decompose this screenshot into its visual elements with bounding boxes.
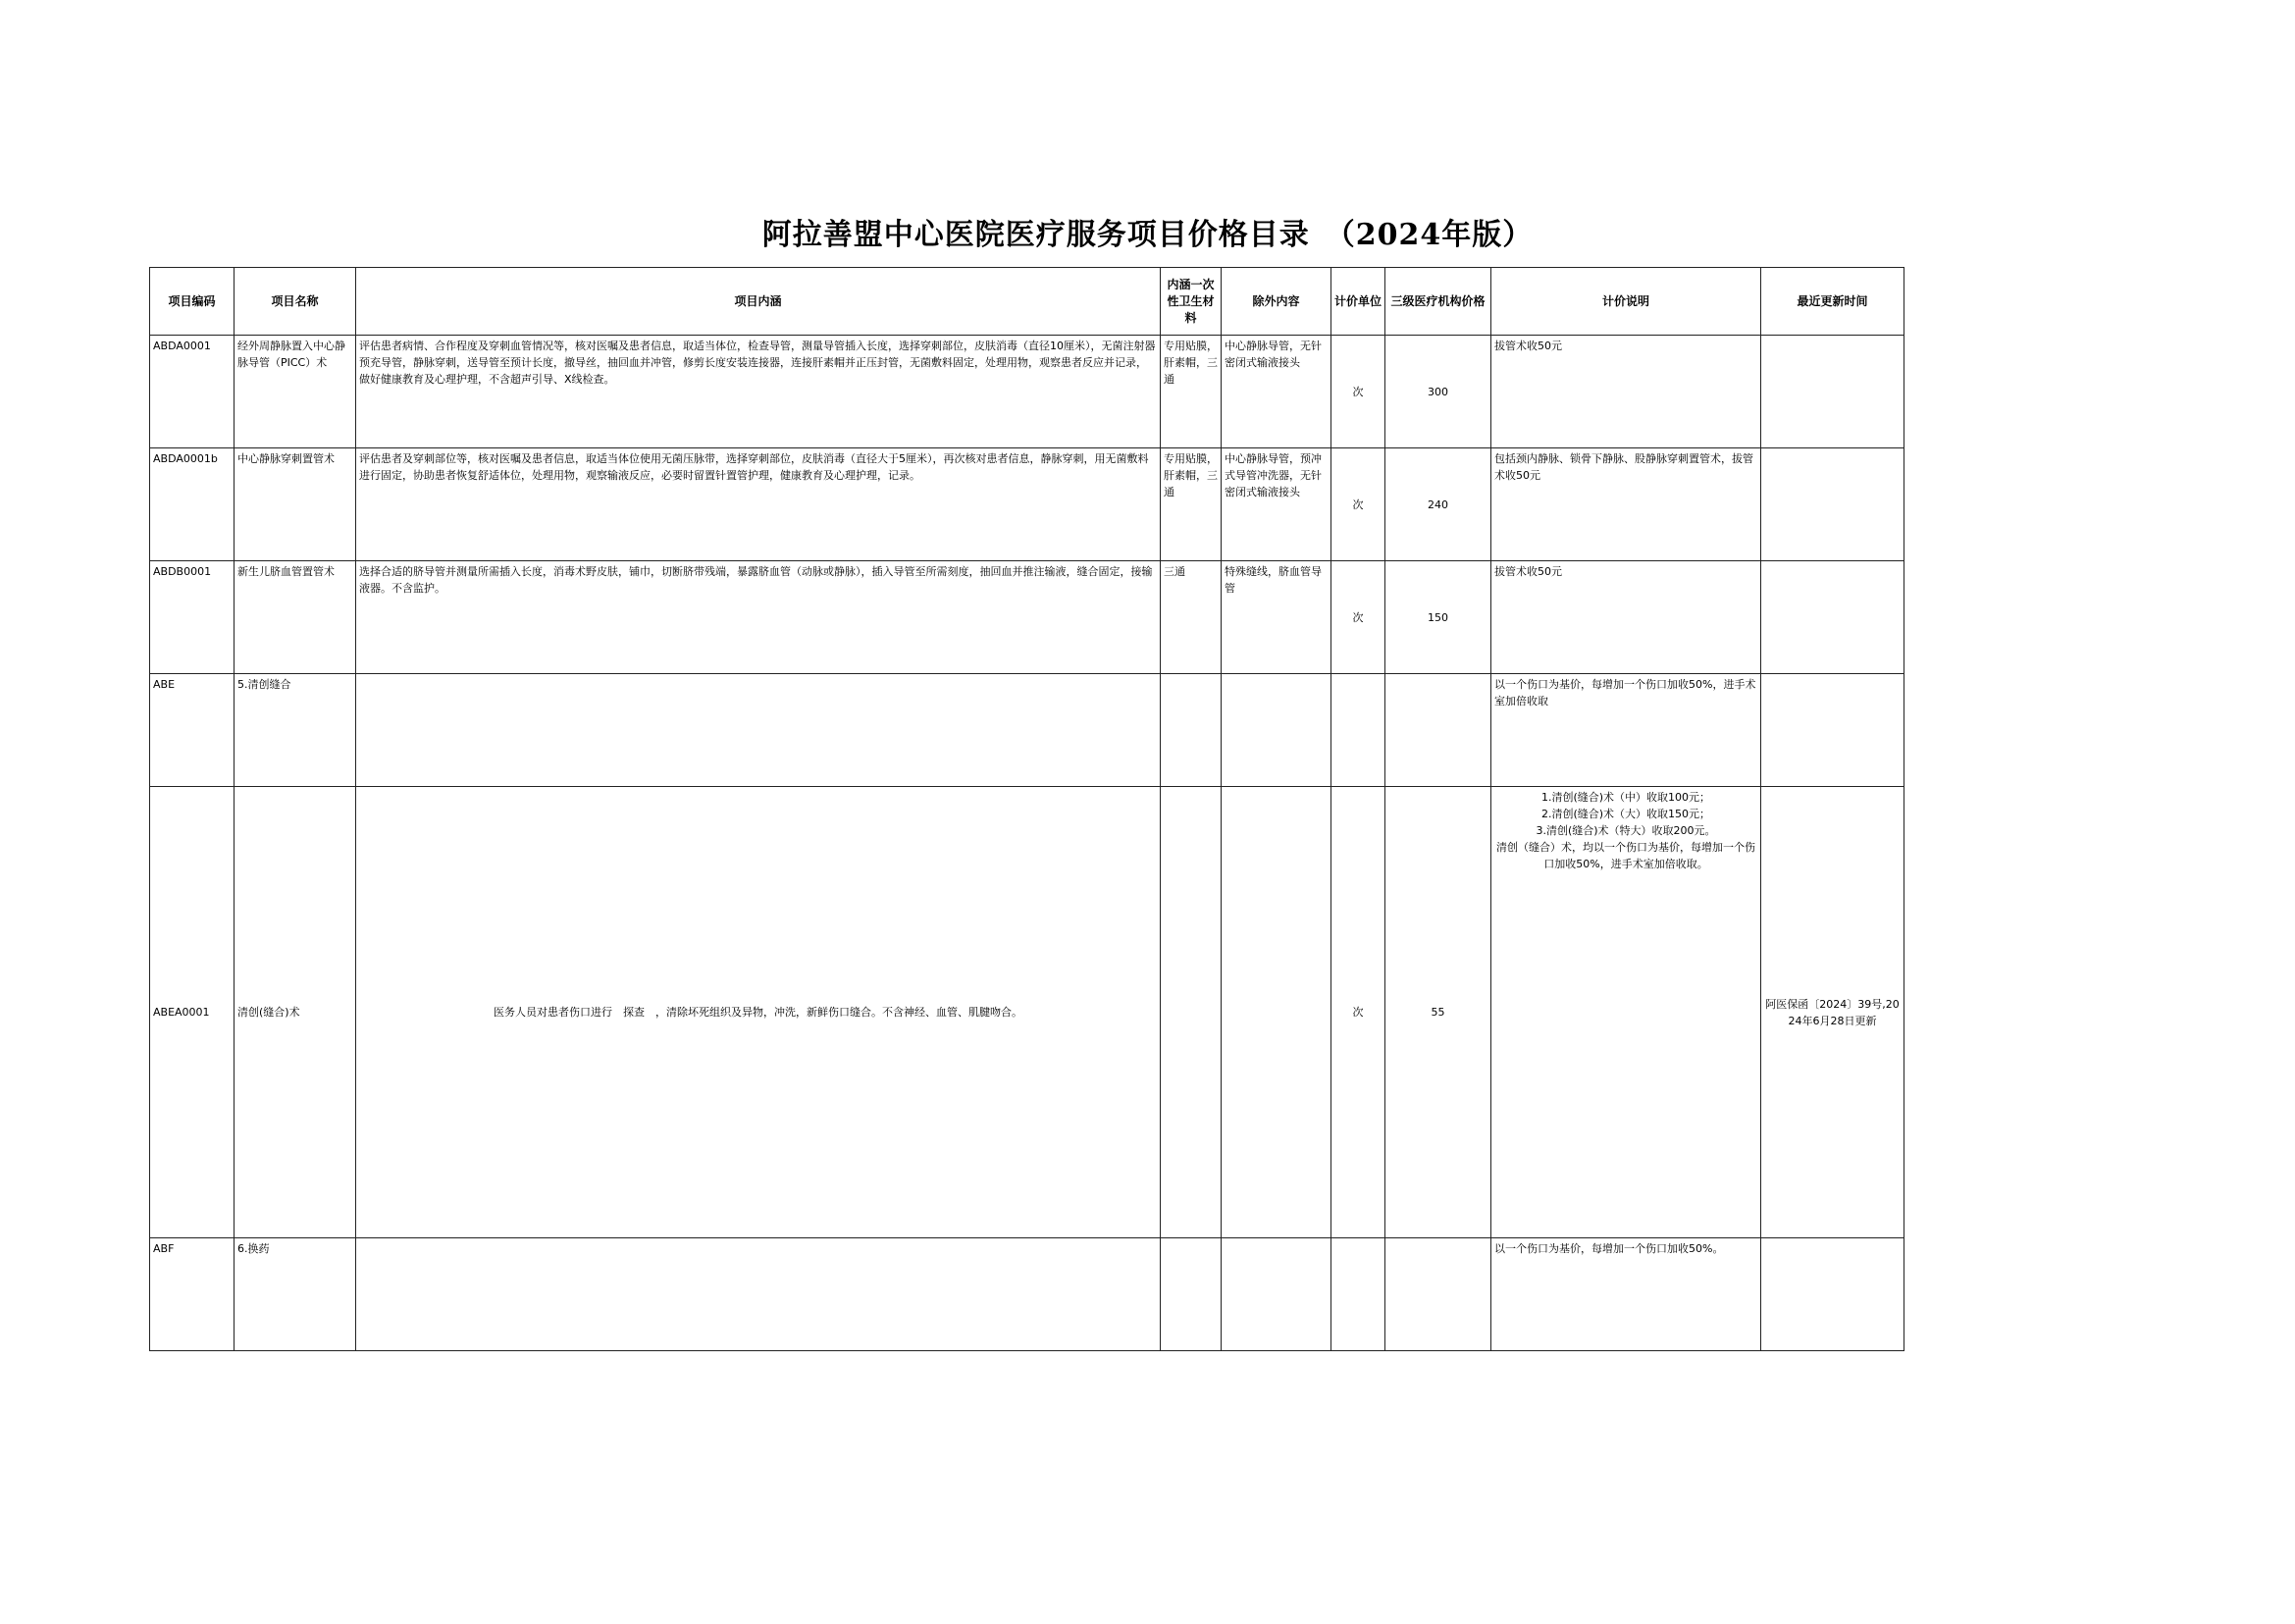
cell-notes: 拔管术收50元 [1491,336,1761,448]
cell-price: 55 [1385,787,1491,1238]
cell-code: ABF [150,1238,235,1351]
cell-price: 240 [1385,448,1491,561]
header-updated: 最近更新时间 [1761,268,1904,336]
cell-price [1385,674,1491,787]
header-unit: 计价单位 [1331,268,1385,336]
cell-exclusions [1222,674,1331,787]
cell-unit [1331,1238,1385,1351]
cell-price [1385,1238,1491,1351]
cell-notes: 拔管术收50元 [1491,561,1761,674]
header-code: 项目编码 [150,268,235,336]
cell-code: ABDB0001 [150,561,235,674]
header-notes: 计价说明 [1491,268,1761,336]
cell-consumables: 专用贴膜，肝素帽，三通 [1161,336,1222,448]
table-row [150,336,1904,448]
cell-consumables [1161,1238,1222,1351]
page-title: 阿拉善盟中心医院医疗服务项目价格目录 （2024年版） [761,218,1534,252]
cell-price: 300 [1385,336,1491,448]
cell-name: 清创(缝合)术 [235,787,356,1238]
cell-exclusions: 中心静脉导管，无针密闭式输液接头 [1222,336,1331,448]
cell-notes: 以一个伤口为基价，每增加一个伤口加收50%，进手术室加倍收取 [1491,674,1761,787]
cell-updated [1761,674,1904,787]
cell-name: 新生儿脐血管置管术 [235,561,356,674]
cell-unit [1331,674,1385,787]
cell-notes: 1.清创(缝合)术（中）收取100元； 2.清创(缝合)术（大）收取150元； 3.清创(缝合)术（特大）收取200元。 清创（缝合）术，均以一个伤口为基价，每增加一个伤口加收50%，进手术室加倍收取。 [1491,787,1761,1238]
cell-exclusions [1222,787,1331,1238]
cell-code: ABEA0001 [150,787,235,1238]
table-row [150,674,1904,787]
table-header-row [150,268,1904,336]
cell-name: 5.清创缝合 [235,674,356,787]
header-content: 项目内涵 [356,268,1161,336]
cell-content: 评估患者及穿刺部位等，核对医嘱及患者信息，取适当体位使用无菌压脉带，选择穿刺部位，皮肤消毒（直径大于5厘米），再次核对患者信息，静脉穿刺，用无菌敷料进行固定，协助患者恢复舒适体位，处理用物，观察输液反应，必要时留置针置管护理，健康教育及心理护理，记录。 [356,448,1161,561]
cell-unit: 次 [1331,336,1385,448]
cell-exclusions [1222,1238,1331,1351]
cell-code: ABDA0001b [150,448,235,561]
cell-consumables [1161,674,1222,787]
table-row [150,787,1904,1238]
cell-updated [1761,561,1904,674]
cell-consumables: 三通 [1161,561,1222,674]
header-consumables: 内涵一次性卫生材料 [1161,268,1222,336]
cell-content [356,674,1161,787]
header-name: 项目名称 [235,268,356,336]
cell-notes: 包括颈内静脉、锁骨下静脉、股静脉穿刺置管术，拔管术收50元 [1491,448,1761,561]
cell-unit: 次 [1331,561,1385,674]
cell-content [356,1238,1161,1351]
cell-updated [1761,336,1904,448]
table-row [150,448,1904,561]
header-price: 三级医疗机构价格 [1385,268,1491,336]
cell-unit: 次 [1331,787,1385,1238]
cell-name: 经外周静脉置入中心静脉导管（PICC）术 [235,336,356,448]
cell-exclusions: 特殊缝线，脐血管导管 [1222,561,1331,674]
table-row [150,1238,1904,1351]
cell-name: 6.换药 [235,1238,356,1351]
cell-consumables: 专用贴膜，肝素帽，三通 [1161,448,1222,561]
cell-code: ABDA0001 [150,336,235,448]
cell-content: 评估患者病情、合作程度及穿刺血管情况等，核对医嘱及患者信息，取适当体位，检查导管，测量导管插入长度，选择穿刺部位，皮肤消毒（直径10厘米），无菌注射器预充导管，静脉穿刺，送导管至预计长度，撤导丝，抽回血并冲管，修剪长度安装连接器，连接肝素帽并正压封管，无菌敷料固定，处理用物，观察患者反应并记录，做好健康教育及心理护理，不含超声引导、X线检查。 [356,336,1161,448]
cell-updated [1761,1238,1904,1351]
cell-updated [1761,448,1904,561]
cell-consumables [1161,787,1222,1238]
cell-name: 中心静脉穿刺置管术 [235,448,356,561]
cell-updated: 阿医保函〔2024〕39号,2024年6月28日更新 [1761,787,1904,1238]
cell-content: 选择合适的脐导管并测量所需插入长度，消毒术野皮肤，铺巾，切断脐带残端，暴露脐血管（动脉或静脉），插入导管至所需刻度，抽回血并推注输液，缝合固定，接输液器。不含监护。 [356,561,1161,674]
cell-content: 医务人员对患者伤口进行 探查 ，清除坏死组织及异物，冲洗，新鲜伤口缝合。不含神经、血管、肌腱吻合。 [356,787,1161,1238]
cell-price: 150 [1385,561,1491,674]
header-exclusions: 除外内容 [1222,268,1331,336]
cell-unit: 次 [1331,448,1385,561]
cell-code: ABE [150,674,235,787]
table-row [150,561,1904,674]
cell-exclusions: 中心静脉导管，预冲式导管冲洗器，无针密闭式输液接头 [1222,448,1331,561]
price-catalog-table [149,267,1904,1351]
cell-notes: 以一个伤口为基价，每增加一个伤口加收50%。 [1491,1238,1761,1351]
